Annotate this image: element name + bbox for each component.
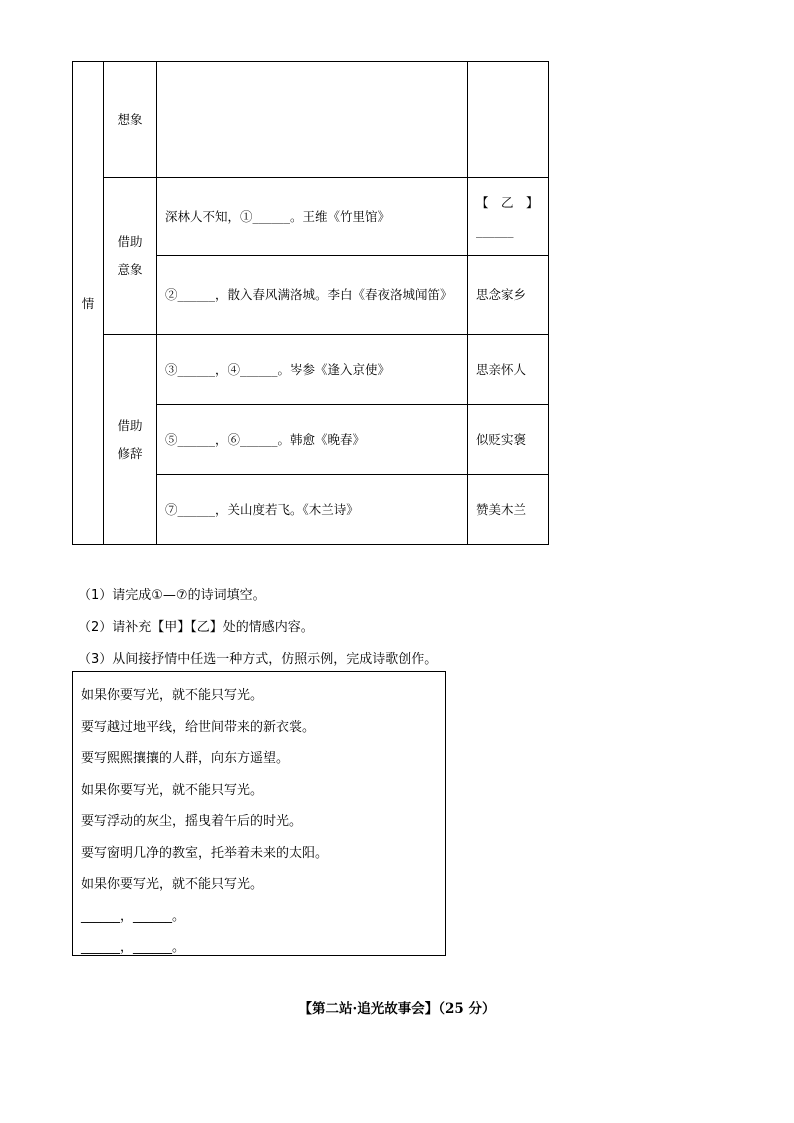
imagine-emotion xyxy=(468,62,549,178)
poetry-table xyxy=(72,61,549,545)
emotion-cell: 赞美木兰 xyxy=(468,475,549,545)
imagine-label: 想象 xyxy=(104,62,157,178)
table-row: ⑦______，关山度若飞。《木兰诗》 xyxy=(157,475,468,545)
poem-blank-line[interactable]: ______，______。 xyxy=(81,908,186,924)
emotion-cell: 似贬实褒 xyxy=(468,405,549,475)
section-title: 【第二站·追光故事会】（25 分） xyxy=(298,1001,496,1017)
poem-line: 要写熙熙攘攘的人群，向东方遥望。 xyxy=(81,751,290,766)
poem-example-box xyxy=(72,671,446,956)
poem-line: 要写浮动的灰尘，摇曳着午后的时光。 xyxy=(81,814,303,829)
table-row: ②______，散入春风满洛城。李白《春夜洛城闻笛》 xyxy=(157,256,468,335)
emotion-cell: 【 乙 】 ______ xyxy=(468,178,549,256)
poem-blank-line[interactable]: ______，______。 xyxy=(81,940,186,955)
question-2: （2）请补充【甲】【乙】处的情感内容。 xyxy=(78,620,314,635)
poem-line: 要写窗明几净的教室，托举着未来的太阳。 xyxy=(81,845,329,861)
table-row: ③______，④______。岑参《逢入京使》 xyxy=(157,335,468,405)
emotion-cell: 思亲怀人 xyxy=(468,335,549,405)
table-row: 深林人不知，①______。王维《竹里馆》 xyxy=(157,178,468,256)
question-3: （3）从间接抒情中任选一种方式，仿照示例，完成诗歌创作。 xyxy=(78,652,438,667)
poem-line: 如果你要写光，就不能只写光。 xyxy=(81,782,264,798)
poem-line: 如果你要写光，就不能只写光。 xyxy=(81,688,264,703)
poem-line: 如果你要写光，就不能只写光。 xyxy=(81,877,264,892)
table-row: ⑤______，⑥______。韩愈《晚春》 xyxy=(157,405,468,475)
imagine-content xyxy=(157,62,468,178)
rhetoric-label: 借助 修辞 xyxy=(104,335,157,545)
emotion-cell: 思念家乡 xyxy=(468,256,549,335)
category-cell: 情 xyxy=(73,62,104,545)
poem-line: 要写越过地平线，给世间带来的新衣裳。 xyxy=(81,719,316,735)
question-1: （1）请完成①—⑦的诗词填空。 xyxy=(78,588,266,603)
imagery-label: 借助 意象 xyxy=(104,178,157,335)
